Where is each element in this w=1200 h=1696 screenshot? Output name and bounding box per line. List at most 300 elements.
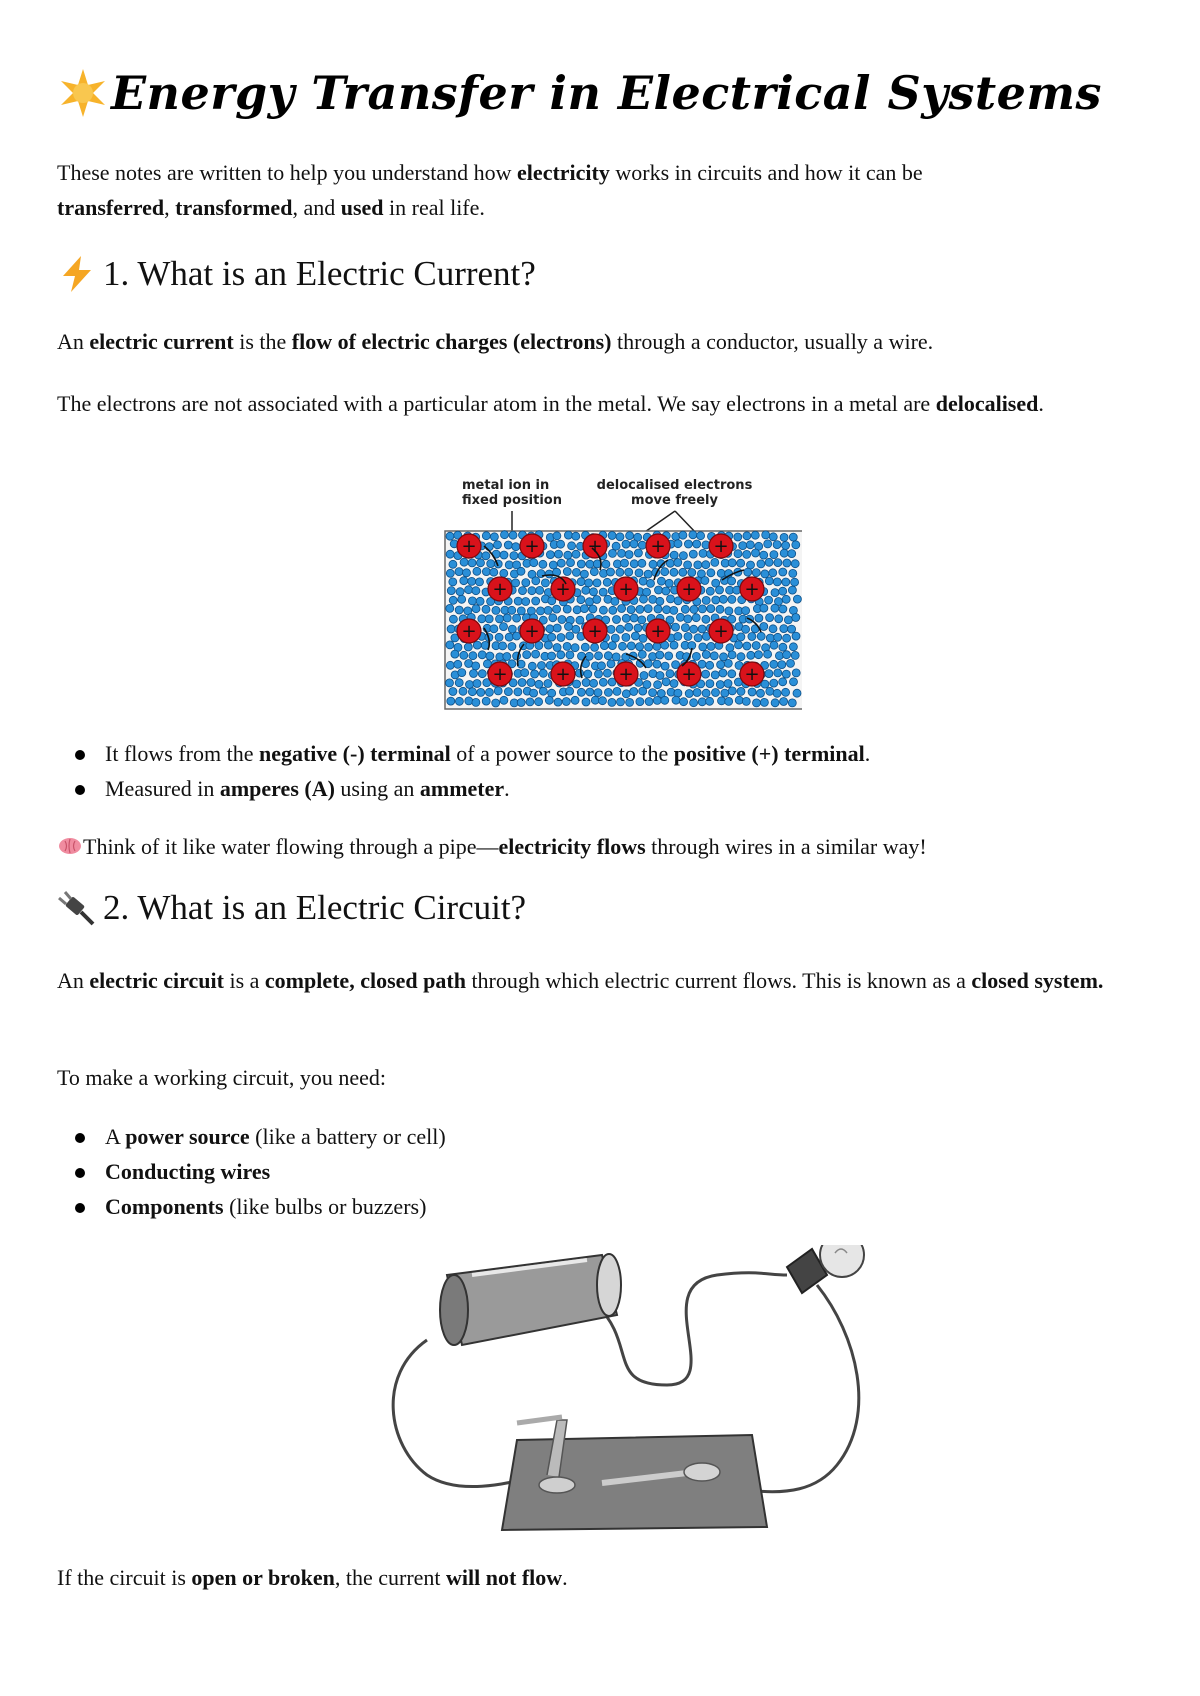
electron	[608, 642, 616, 650]
electron	[734, 533, 742, 541]
electron	[517, 567, 525, 575]
intro-bold: transformed	[175, 195, 293, 220]
current-definition	[57, 324, 1147, 359]
electron	[504, 688, 512, 696]
svg-text:+: +	[461, 536, 477, 557]
electron	[737, 687, 745, 695]
svg-text:+: +	[587, 621, 603, 642]
list-item	[57, 1119, 1147, 1154]
electron	[600, 642, 608, 650]
electron	[638, 559, 646, 567]
electron	[446, 604, 454, 612]
electron	[608, 698, 616, 706]
electron	[577, 578, 585, 586]
electron	[679, 568, 687, 576]
text: is a	[223, 968, 265, 993]
electron	[775, 652, 783, 660]
electron	[692, 652, 700, 660]
electron	[603, 669, 611, 677]
electron	[627, 606, 635, 614]
section-2-heading-text: 2. What is an Electric Circuit?	[103, 888, 527, 927]
list-item	[57, 771, 1147, 806]
electron	[460, 558, 468, 566]
electron	[739, 542, 747, 550]
electron	[563, 568, 571, 576]
metal-ion	[551, 662, 575, 686]
electron	[744, 568, 752, 576]
electron	[447, 697, 455, 705]
electron	[566, 687, 574, 695]
electron	[752, 642, 760, 650]
electron	[728, 595, 736, 603]
electron	[654, 605, 662, 613]
electron	[775, 615, 783, 623]
text: An	[57, 329, 90, 354]
electron	[769, 569, 777, 577]
electron	[494, 541, 502, 549]
electron	[634, 624, 642, 632]
electron	[528, 587, 536, 595]
svg-text:+: +	[713, 536, 729, 557]
electron	[514, 688, 522, 696]
electron	[672, 533, 680, 541]
electron	[476, 578, 484, 586]
electron	[681, 605, 689, 613]
electron	[613, 687, 621, 695]
list-item	[57, 1154, 1147, 1189]
electron	[514, 597, 522, 605]
electron	[458, 595, 466, 603]
electron	[742, 607, 750, 615]
electron	[640, 672, 648, 680]
electron	[717, 661, 725, 669]
electron	[742, 697, 750, 705]
section-2-heading	[57, 886, 526, 930]
electron	[666, 670, 674, 678]
electron	[702, 596, 710, 604]
svg-text:+: +	[681, 579, 697, 600]
electron	[699, 549, 707, 557]
electron	[728, 687, 736, 695]
electron	[500, 623, 508, 631]
electron	[513, 632, 521, 640]
electron	[591, 643, 599, 651]
electron	[449, 560, 457, 568]
electron	[674, 559, 682, 567]
electron	[482, 605, 490, 613]
electron	[639, 577, 647, 585]
electron	[638, 616, 646, 624]
electron	[604, 652, 612, 660]
bold-text: electric circuit	[89, 968, 224, 993]
electron	[512, 543, 520, 551]
text: An	[57, 968, 90, 993]
electron	[757, 689, 765, 697]
electron	[504, 541, 512, 549]
electron	[792, 632, 800, 640]
electron	[765, 670, 773, 678]
electron	[672, 623, 680, 631]
electron	[712, 596, 720, 604]
electron	[735, 696, 743, 704]
electron	[447, 587, 455, 595]
metal-ion	[709, 619, 733, 643]
electron	[532, 577, 540, 585]
svg-text:+: +	[587, 536, 603, 557]
electron	[706, 697, 714, 705]
electrons-label-line: delocalised electrons	[596, 478, 753, 493]
electron	[604, 688, 612, 696]
electron	[472, 662, 480, 670]
electron	[753, 699, 761, 707]
electron	[607, 660, 615, 668]
electron	[553, 532, 561, 540]
electron	[707, 642, 715, 650]
electron	[573, 680, 581, 688]
electron	[630, 614, 638, 622]
electron	[670, 606, 678, 614]
electron	[537, 607, 545, 615]
electron	[584, 670, 592, 678]
electron	[539, 687, 547, 695]
bold-text: complete, closed path	[264, 968, 466, 993]
electron	[770, 641, 778, 649]
electron	[769, 533, 777, 541]
electron	[782, 670, 790, 678]
electron	[466, 681, 474, 689]
text: (like bulbs or buzzers)	[223, 1194, 427, 1219]
electron	[684, 615, 692, 623]
electron	[477, 688, 485, 696]
electron	[589, 605, 597, 613]
text: A	[105, 1124, 126, 1149]
electron	[771, 699, 779, 707]
text: through which electric current flows. This is known as a	[465, 968, 972, 993]
electron	[724, 659, 732, 667]
electron	[674, 632, 682, 640]
electron	[517, 607, 525, 615]
lightning-bolt-icon	[57, 254, 97, 294]
electron	[670, 551, 678, 559]
metal-ion	[740, 662, 764, 686]
electron	[558, 616, 566, 624]
electron	[618, 549, 626, 557]
section-1-heading	[57, 252, 536, 296]
electron	[608, 532, 616, 540]
electron	[517, 699, 525, 707]
electron	[719, 595, 727, 603]
electron	[544, 606, 552, 614]
electron	[765, 558, 773, 566]
electron	[726, 644, 734, 652]
electron	[746, 541, 754, 549]
electron	[602, 560, 610, 568]
electron	[788, 586, 796, 594]
electron	[530, 559, 538, 567]
bold-text: closed system.	[971, 968, 1104, 993]
electron	[485, 543, 493, 551]
ion-label-line: metal ion in	[462, 478, 550, 493]
star-icon	[57, 67, 109, 119]
electron	[630, 540, 638, 548]
electron	[459, 687, 467, 695]
electron	[538, 662, 546, 670]
electron	[495, 633, 503, 641]
text: of a power source to the	[450, 741, 674, 766]
electron	[478, 670, 486, 678]
electron	[546, 551, 554, 559]
metal-ion	[488, 577, 512, 601]
electron	[465, 586, 473, 594]
electron	[782, 688, 790, 696]
electron	[656, 651, 664, 659]
electron	[510, 552, 518, 560]
electron	[670, 568, 678, 576]
electron	[455, 697, 463, 705]
bold-text: electric current	[89, 329, 234, 354]
electron	[532, 597, 540, 605]
electron	[661, 662, 669, 670]
metal-ion	[646, 534, 670, 558]
electron	[779, 643, 787, 651]
electron	[769, 625, 777, 633]
electron	[649, 595, 657, 603]
svg-text:+: +	[524, 621, 540, 642]
electron	[586, 688, 594, 696]
electron	[494, 687, 502, 695]
electron	[472, 698, 480, 706]
electron	[630, 560, 638, 568]
svg-text:+: +	[618, 579, 634, 600]
svg-text:+: +	[650, 536, 666, 557]
electron	[782, 578, 790, 586]
svg-text:+: +	[524, 536, 540, 557]
electron	[711, 558, 719, 566]
electron	[449, 578, 457, 586]
electron	[611, 634, 619, 642]
electron	[593, 579, 601, 587]
text: (like a battery or cell)	[249, 1124, 446, 1149]
electron	[544, 641, 552, 649]
electron	[793, 595, 801, 603]
electron	[449, 688, 457, 696]
electron	[577, 560, 585, 568]
electron	[548, 652, 556, 660]
metal-ion	[520, 534, 544, 558]
svg-text:+: +	[713, 621, 729, 642]
electron	[568, 542, 576, 550]
electron	[505, 633, 513, 641]
svg-text:+: +	[555, 664, 571, 685]
bold-text: flow of electric charges (electrons)	[291, 329, 612, 354]
electron	[473, 567, 481, 575]
electron	[711, 671, 719, 679]
electron	[478, 615, 486, 623]
electron	[468, 559, 476, 567]
electron	[771, 604, 779, 612]
electron	[679, 552, 687, 560]
lattice-diagram	[422, 478, 802, 710]
electron	[492, 699, 500, 707]
electron	[593, 596, 601, 604]
electron	[607, 568, 615, 576]
electron	[725, 697, 733, 705]
electron	[698, 605, 706, 613]
electron	[685, 690, 693, 698]
intro-text: works in circuits and how it can be	[609, 160, 923, 185]
metal-ion	[709, 534, 733, 558]
switch-board	[502, 1417, 767, 1530]
electron	[598, 662, 606, 670]
electron	[748, 633, 756, 641]
electron	[693, 689, 701, 697]
electron	[770, 679, 778, 687]
electron	[690, 605, 698, 613]
electron	[557, 651, 565, 659]
electron	[564, 551, 572, 559]
metal-ion	[457, 534, 481, 558]
battery	[440, 1254, 621, 1345]
text: Think of it like water flowing through a pipe—	[83, 834, 499, 859]
electron	[779, 678, 787, 686]
electron	[508, 643, 516, 651]
electron	[676, 613, 684, 621]
electron	[649, 653, 657, 661]
electron	[503, 614, 511, 622]
electron	[783, 559, 791, 567]
electron	[616, 533, 624, 541]
electron	[728, 651, 736, 659]
electrons-label-line: move freely	[631, 493, 718, 508]
electron	[586, 560, 594, 568]
electron	[460, 651, 468, 659]
electron	[665, 579, 673, 587]
electron	[760, 698, 768, 706]
electron	[760, 623, 768, 631]
electron	[447, 625, 455, 633]
electron	[621, 559, 629, 567]
electron	[521, 669, 529, 677]
electron	[590, 588, 598, 596]
electron	[536, 586, 544, 594]
electron	[572, 550, 580, 558]
electron	[563, 605, 571, 613]
electron	[549, 614, 557, 622]
section-1-heading-text: 1. What is an Electric Current?	[103, 254, 536, 293]
electron	[539, 560, 547, 568]
electron	[586, 598, 594, 606]
electron	[612, 653, 620, 661]
electron	[576, 616, 584, 624]
electron	[661, 568, 669, 576]
electron	[680, 698, 688, 706]
electron	[755, 614, 763, 622]
electron	[599, 697, 607, 705]
electron	[771, 589, 779, 597]
electron	[774, 669, 782, 677]
svg-text:+: +	[461, 621, 477, 642]
intro-text: These notes are written to help you understand how	[57, 160, 518, 185]
electron	[446, 661, 454, 669]
electron	[791, 578, 799, 586]
electron	[788, 625, 796, 633]
electron	[531, 670, 539, 678]
electron	[728, 577, 736, 585]
electron	[792, 669, 800, 677]
electron	[496, 615, 504, 623]
svg-text:+: +	[492, 664, 508, 685]
electron	[582, 698, 590, 706]
electron	[702, 670, 710, 678]
electron	[500, 569, 508, 577]
electron	[455, 568, 463, 576]
electron	[505, 561, 513, 569]
electron	[544, 680, 552, 688]
electron	[656, 672, 664, 680]
electron	[670, 641, 678, 649]
electron	[752, 549, 760, 557]
electron	[701, 577, 709, 585]
electron	[612, 542, 620, 550]
bold-text: ammeter	[419, 776, 505, 801]
electron	[454, 660, 462, 668]
electron	[557, 559, 565, 567]
electron	[653, 660, 661, 668]
electron	[572, 568, 580, 576]
text: is the	[233, 329, 292, 354]
electron	[635, 569, 643, 577]
electron	[674, 540, 682, 548]
electron	[702, 689, 710, 697]
electron	[590, 679, 598, 687]
electron	[698, 698, 706, 706]
open-circuit-note	[57, 1560, 1147, 1595]
bold-text: Components	[105, 1194, 224, 1219]
electron	[734, 550, 742, 558]
svg-text:+: +	[618, 664, 634, 685]
electron	[752, 569, 760, 577]
electron	[527, 679, 535, 687]
svg-text:+: +	[492, 579, 508, 600]
electric-plug-icon	[57, 888, 97, 928]
electron	[455, 606, 463, 614]
bold-text: power source	[125, 1124, 250, 1149]
electron	[640, 595, 648, 603]
electron	[716, 586, 724, 594]
electron	[599, 588, 607, 596]
electron	[482, 532, 490, 540]
electron	[689, 550, 697, 558]
electron	[789, 533, 797, 541]
electron	[773, 578, 781, 586]
svg-text:+: +	[650, 621, 666, 642]
electron	[464, 643, 472, 651]
electron	[580, 605, 588, 613]
electron	[622, 633, 630, 641]
electron	[644, 605, 652, 613]
electron	[645, 698, 653, 706]
electron	[742, 625, 750, 633]
electron	[577, 596, 585, 604]
metal-ion	[614, 662, 638, 686]
bold-text: will not flow	[446, 1565, 563, 1590]
electron	[782, 595, 790, 603]
electron	[743, 532, 751, 540]
electron	[787, 659, 795, 667]
electron	[553, 624, 561, 632]
electron	[702, 651, 710, 659]
electron	[557, 540, 565, 548]
